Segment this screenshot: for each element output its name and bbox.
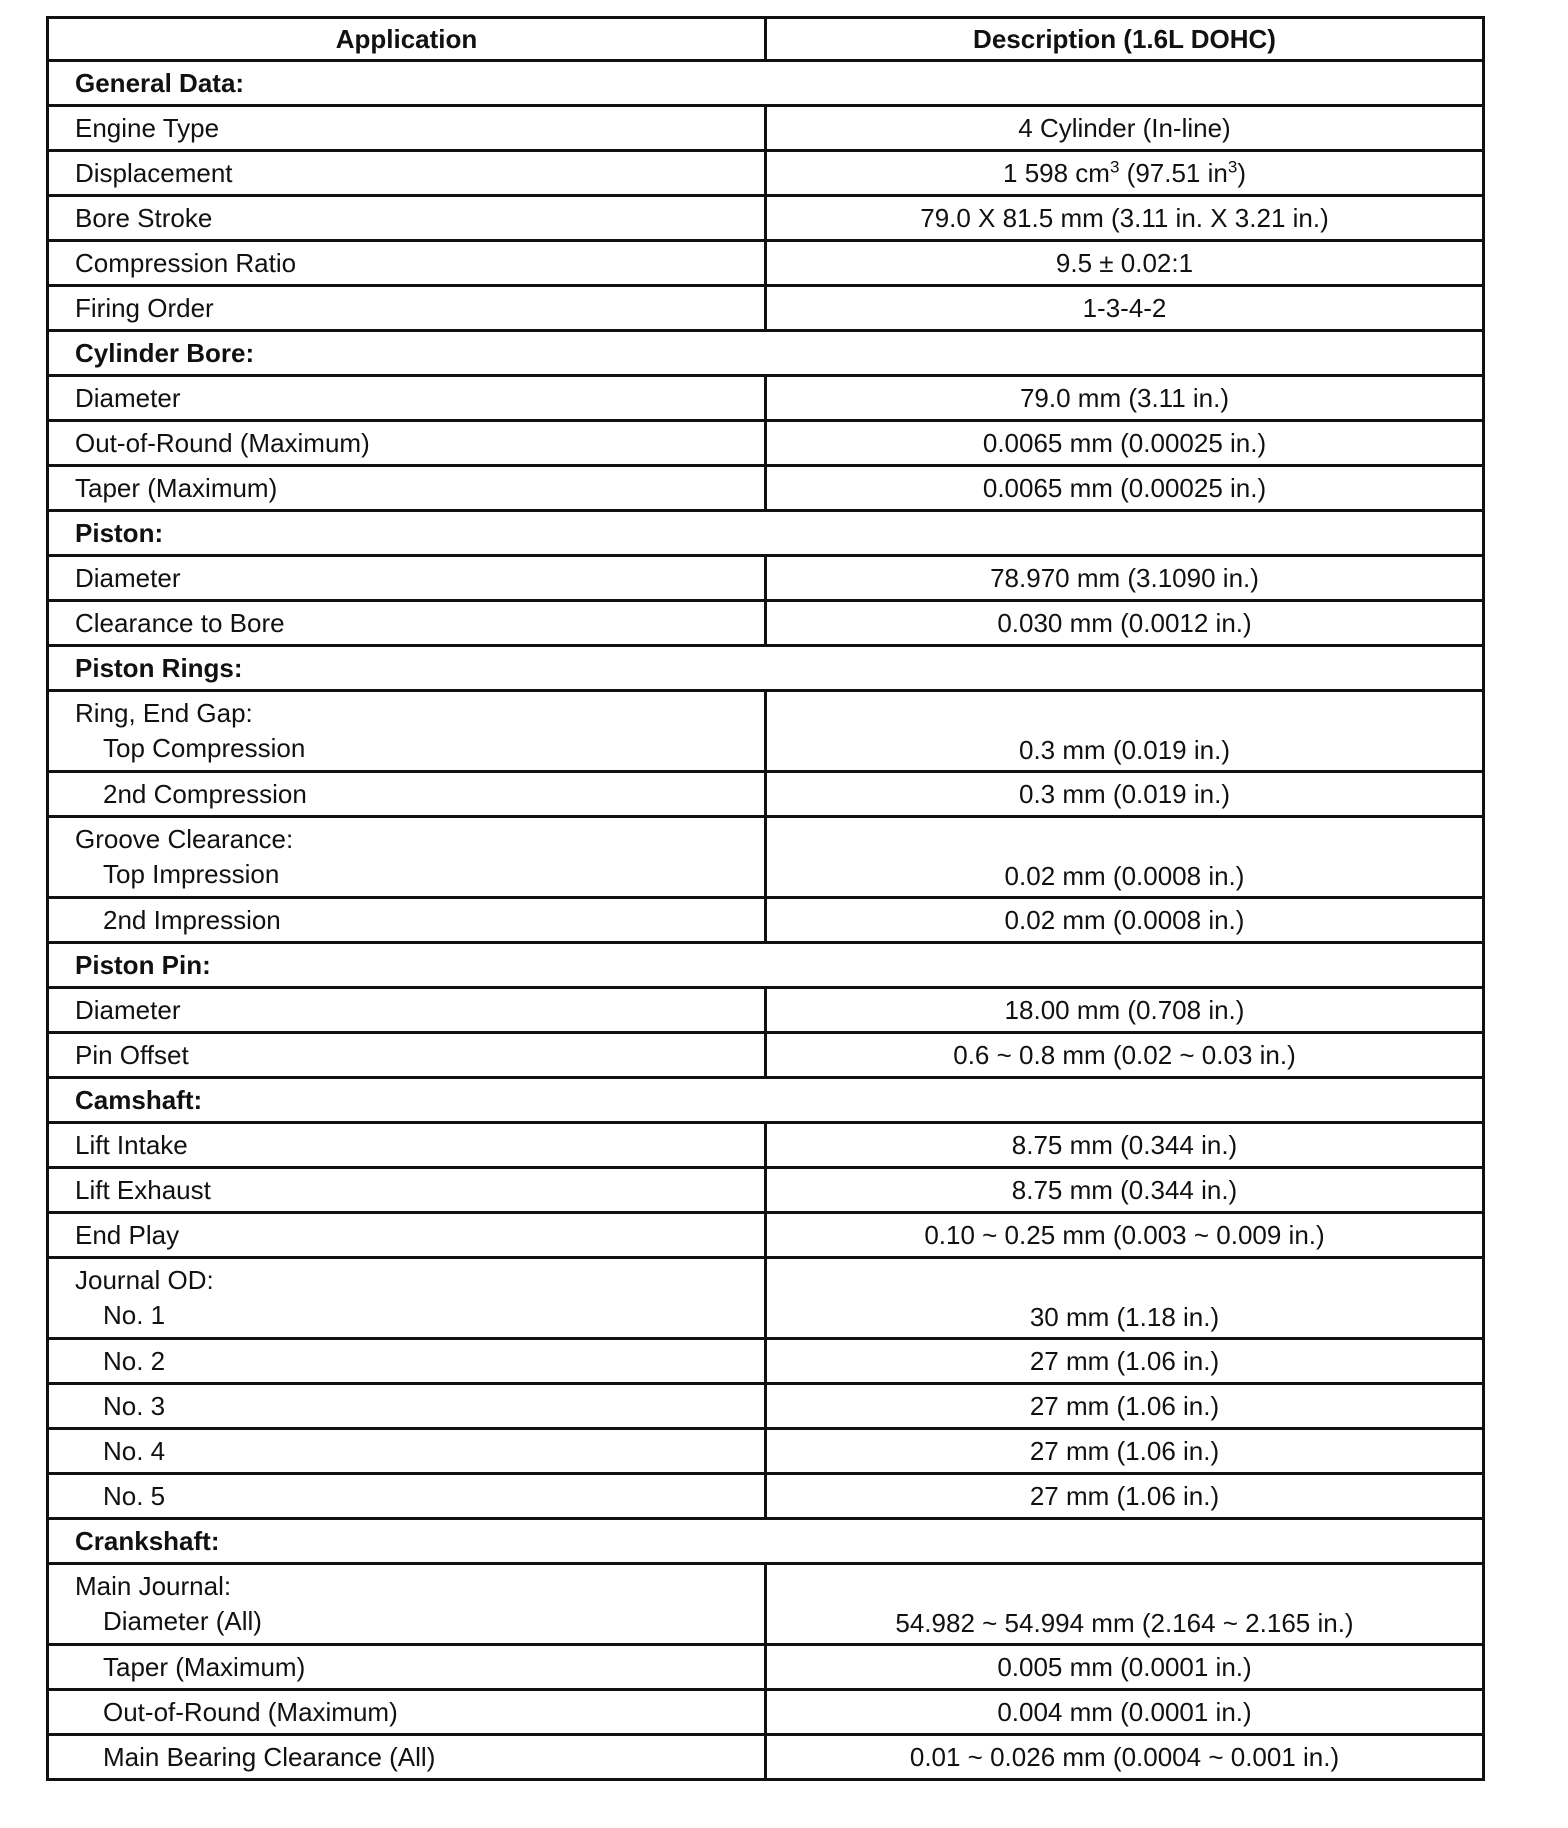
row-label: Diameter <box>48 376 766 421</box>
row-label: Compression Ratio <box>48 241 766 286</box>
table-row <box>48 376 1484 421</box>
table-row <box>48 106 1484 151</box>
row-label: No. 2 <box>48 1339 766 1384</box>
table-row <box>48 1033 1484 1078</box>
table-row <box>48 1474 1484 1519</box>
table-row <box>48 286 1484 331</box>
group-sublabel: Diameter (All) <box>103 1606 262 1636</box>
row-label: 2nd Compression <box>48 772 766 817</box>
table-row <box>48 1123 1484 1168</box>
table-header-row <box>48 18 1484 61</box>
row-label: No. 4 <box>48 1429 766 1474</box>
table-row-group <box>48 1258 1484 1339</box>
specifications-table <box>46 16 1485 1781</box>
table-row <box>48 421 1484 466</box>
row-label: Displacement <box>48 151 766 196</box>
table-row <box>48 1339 1484 1384</box>
section-general-data <box>48 61 1484 106</box>
section-title: General Data: <box>48 61 1484 106</box>
row-value: 30 mm (1.18 in.) <box>766 1258 1484 1339</box>
row-label: Taper (Maximum) <box>48 1645 766 1690</box>
group-label <box>48 691 766 772</box>
table-row <box>48 241 1484 286</box>
group-sublabel: No. 1 <box>103 1300 166 1330</box>
section-title: Piston: <box>48 511 1484 556</box>
table-row <box>48 1690 1484 1735</box>
row-value: 0.005 mm (0.0001 in.) <box>766 1645 1484 1690</box>
table-row <box>48 196 1484 241</box>
section-camshaft <box>48 1078 1484 1123</box>
section-crankshaft <box>48 1519 1484 1564</box>
row-value: 0.3 mm (0.019 in.) <box>766 772 1484 817</box>
row-value: 0.01 ~ 0.026 mm (0.0004 ~ 0.001 in.) <box>766 1735 1484 1780</box>
group-heading: Groove Clearance: <box>75 824 294 854</box>
row-value: 27 mm (1.06 in.) <box>766 1384 1484 1429</box>
row-value: 4 Cylinder (In-line) <box>766 106 1484 151</box>
row-value: 0.6 ~ 0.8 mm (0.02 ~ 0.03 in.) <box>766 1033 1484 1078</box>
table-row <box>48 988 1484 1033</box>
section-title: Piston Rings: <box>48 646 1484 691</box>
table-row <box>48 151 1484 196</box>
table-row-group <box>48 817 1484 898</box>
table-row <box>48 772 1484 817</box>
row-label: No. 5 <box>48 1474 766 1519</box>
row-value: 0.10 ~ 0.25 mm (0.003 ~ 0.009 in.) <box>766 1213 1484 1258</box>
row-label: Lift Intake <box>48 1123 766 1168</box>
table-row-group <box>48 1564 1484 1645</box>
row-label: End Play <box>48 1213 766 1258</box>
table-row <box>48 1168 1484 1213</box>
section-title: Piston Pin: <box>48 943 1484 988</box>
group-sublabel: Top Impression <box>103 859 280 889</box>
value-part: (97.51 in <box>1119 157 1228 188</box>
table-row <box>48 1735 1484 1780</box>
row-label: Main Bearing Clearance (All) <box>48 1735 766 1780</box>
section-title: Camshaft: <box>48 1078 1484 1123</box>
section-cylinder-bore <box>48 331 1484 376</box>
section-piston <box>48 511 1484 556</box>
row-value: 54.982 ~ 54.994 mm (2.164 ~ 2.165 in.) <box>766 1564 1484 1645</box>
row-label: No. 3 <box>48 1384 766 1429</box>
row-value: 0.0065 mm (0.00025 in.) <box>766 466 1484 511</box>
header-application: Application <box>48 18 766 61</box>
table-row <box>48 556 1484 601</box>
row-value: 0.004 mm (0.0001 in.) <box>766 1690 1484 1735</box>
row-value: 79.0 X 81.5 mm (3.11 in. X 3.21 in.) <box>766 196 1484 241</box>
row-label: Bore Stroke <box>48 196 766 241</box>
section-piston-rings <box>48 646 1484 691</box>
header-description: Description (1.6L DOHC) <box>766 18 1484 61</box>
row-label: Out-of-Round (Maximum) <box>48 1690 766 1735</box>
table-row-group <box>48 691 1484 772</box>
row-value: 27 mm (1.06 in.) <box>766 1339 1484 1384</box>
group-heading: Journal OD: <box>75 1265 214 1295</box>
row-label: 2nd Impression <box>48 898 766 943</box>
row-value: 0.02 mm (0.0008 in.) <box>766 817 1484 898</box>
row-label: Clearance to Bore <box>48 601 766 646</box>
section-title: Crankshaft: <box>48 1519 1484 1564</box>
row-value: 0.02 mm (0.0008 in.) <box>766 898 1484 943</box>
table-row <box>48 1213 1484 1258</box>
group-label <box>48 1564 766 1645</box>
row-label: Pin Offset <box>48 1033 766 1078</box>
table-row <box>48 1384 1484 1429</box>
row-value: 27 mm (1.06 in.) <box>766 1429 1484 1474</box>
row-value: 1-3-4-2 <box>766 286 1484 331</box>
row-value: 9.5 ± 0.02:1 <box>766 241 1484 286</box>
value-part: ) <box>1237 157 1246 188</box>
table-row <box>48 1645 1484 1690</box>
table-row <box>48 601 1484 646</box>
row-value: 8.75 mm (0.344 in.) <box>766 1123 1484 1168</box>
row-value: 18.00 mm (0.708 in.) <box>766 988 1484 1033</box>
group-heading: Ring, End Gap: <box>75 698 253 728</box>
table-row <box>48 898 1484 943</box>
row-label: Lift Exhaust <box>48 1168 766 1213</box>
value-superscript: 3 <box>1109 156 1120 176</box>
table-row <box>48 1429 1484 1474</box>
row-label: Out-of-Round (Maximum) <box>48 421 766 466</box>
row-label: Diameter <box>48 556 766 601</box>
row-label: Taper (Maximum) <box>48 466 766 511</box>
row-label: Diameter <box>48 988 766 1033</box>
row-value: 0.3 mm (0.019 in.) <box>766 691 1484 772</box>
table-row <box>48 466 1484 511</box>
row-value: 8.75 mm (0.344 in.) <box>766 1168 1484 1213</box>
row-value <box>766 151 1484 196</box>
row-value: 0.0065 mm (0.00025 in.) <box>766 421 1484 466</box>
section-piston-pin <box>48 943 1484 988</box>
group-label <box>48 817 766 898</box>
section-title: Cylinder Bore: <box>48 331 1484 376</box>
row-value: 27 mm (1.06 in.) <box>766 1474 1484 1519</box>
row-label: Firing Order <box>48 286 766 331</box>
value-superscript: 3 <box>1227 156 1238 176</box>
group-label <box>48 1258 766 1339</box>
row-label: Engine Type <box>48 106 766 151</box>
row-value: 78.970 mm (3.1090 in.) <box>766 556 1484 601</box>
row-value: 0.030 mm (0.0012 in.) <box>766 601 1484 646</box>
group-heading: Main Journal: <box>75 1571 232 1601</box>
value-part: 1 598 cm <box>1003 157 1110 188</box>
group-sublabel: Top Compression <box>103 733 306 763</box>
row-value: 79.0 mm (3.11 in.) <box>766 376 1484 421</box>
